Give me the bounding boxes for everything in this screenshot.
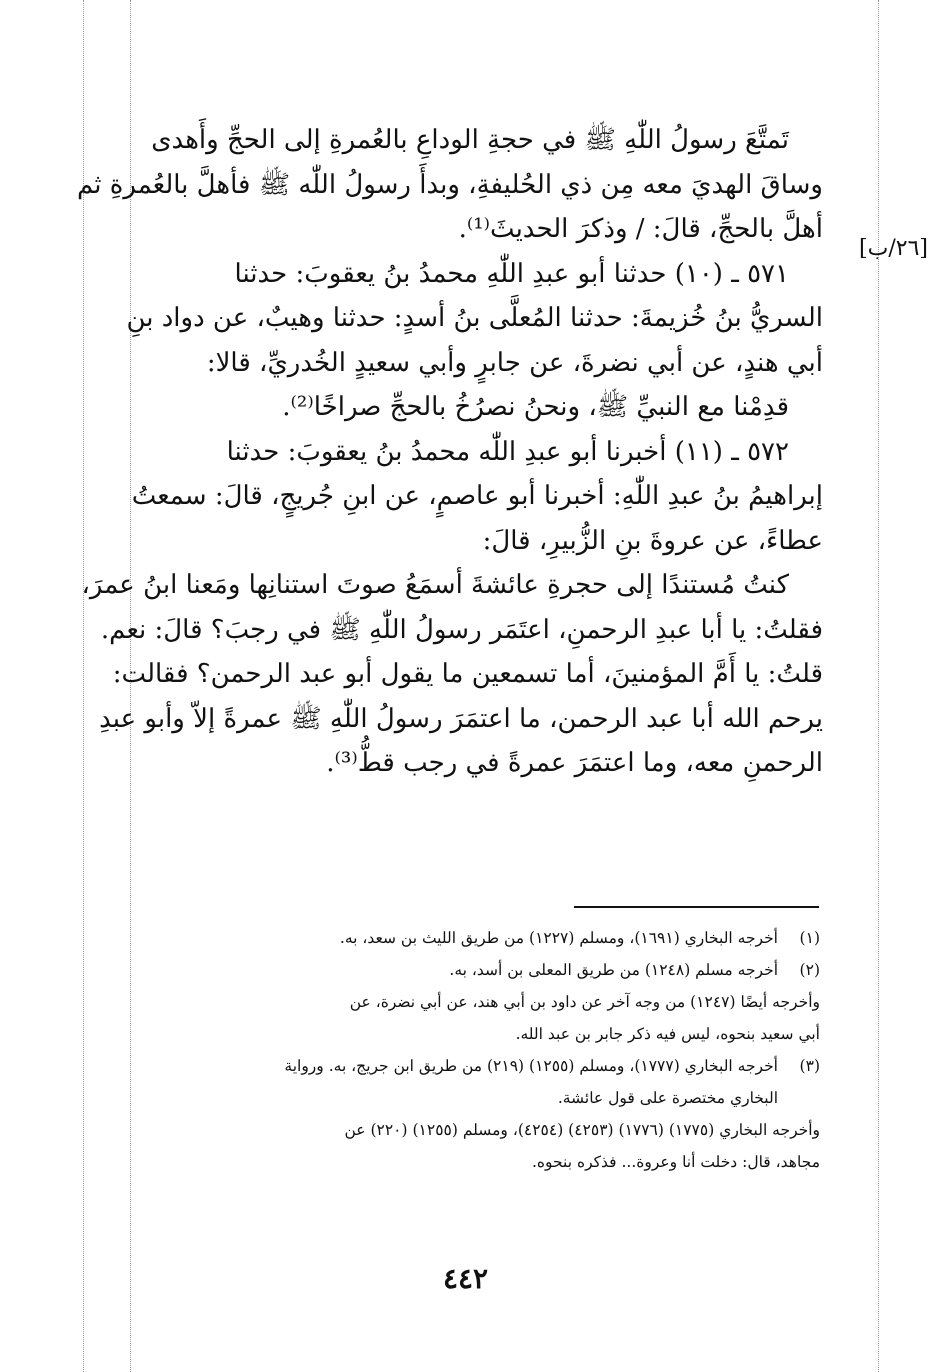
text-line: ٥٧٢ ـ (١١) أخبرنا أبو عبدِ اللّٰه محمدُ بنُ يعقوبَ: حدثنا [226,436,789,467]
hadith-571 [88,252,823,386]
footnote-text: أخرجه البخاري (١٦٩١)، ومسلم (١٢٢٧) من طريق الليث بن سعد، به. [339,929,778,947]
footnotes [88,922,820,1178]
footnote-number: (١) [799,929,820,947]
hadith-571-matn [88,385,823,430]
footnote-number: (٣) [799,1057,820,1075]
manuscript-folio-note: [٢٦/ب] [859,236,928,261]
text-line: قلتُ: يا أَمَّ المؤمنينَ، أما تسمعين ما يقول أبو عبد الرحمن؟ فقالت: [112,659,823,689]
text-line: يرحم الله أبا عبد الرحمن، ما اعتمَرَ رسولُ اللّٰهِ ﷺ عمرةً إلاّ وأبو عبدِ [99,703,823,734]
text-line: أبي هندٍ، عن أبي نضرةَ، عن جابرٍ وأبي سعيدٍ الخُدريِّ، قالا: [206,347,823,378]
hadith-572-matn [81,563,823,786]
footnote-2 [88,954,820,986]
text-line: إبراهيمُ بنُ عبدِ اللّٰهِ: أخبرنا أبو عاصمٍ، عن ابنِ جُريجٍ، قالَ: سمعتُ [131,481,823,511]
footnote-text-continued: وأخرجه البخاري (١٧٧٥) (١٧٧٦) (٤٢٥٣) (٤٢٥٤)، ومسلم (١٢٥٥) (٢٢٠) عن [344,1121,820,1139]
margin-guide-right [878,0,879,1372]
text-line: أهلَّ بالحجِّ، قالَ: / وذكرَ الحديثَ⁽¹⁾. [458,214,823,244]
footnote-3 [88,1050,820,1082]
page-number: ٤٤٢ [442,1262,489,1295]
footnote-text: أخرجه البخاري (١٧٧٧)، ومسلم (١٢٥٥) (٢١٩) من طريق ابن جريج، به. ورواية [284,1057,778,1075]
main-text [76,118,823,786]
footnote-number: (٢) [799,961,820,979]
text-line: فقلتُ: يا أبا عبدِ الرحمنِ، اعتَمَر رسولُ اللّٰهِ ﷺ في رجبَ؟ قالَ: نعم. [100,614,823,645]
hadith-572 [88,430,823,564]
text-line: ٥٧١ ـ (١٠) حدثنا أبو عبدِ اللّٰهِ محمدُ بنُ يعقوبَ: حدثنا [234,258,789,289]
text-line: وساقَ الهديَ معه مِن ذي الحُليفةِ، وبدأَ رسولُ اللّٰه ﷺ فأهلَّ بالعُمرةِ ثم [76,169,823,200]
footnote-1 [88,922,820,954]
footnote-separator [574,906,819,908]
footnote-text-continued: أبي سعيد بنحوه، ليس فيه ذكر جابر بن عبد الله. [515,1025,820,1043]
text-line: السريُّ بنُ خُزيمةَ: حدثنا المُعلَّى بنُ أسدٍ: حدثنا وهيبٌ، عن دواد بنِ [126,303,823,333]
text-line: كنتُ مُستندًا إلى حجرةِ عائشةَ أسمَعُ صوتَ استنانِها ومَعنا ابنُ عمرَ، [81,570,789,600]
paragraph [76,118,823,252]
footnote-text-continued: مجاهد، قال: دخلت أنا وعروة... فذكره بنحوه. [531,1153,820,1171]
footnote-text-continued: البخاري مختصرة على قول عائشة. [557,1089,778,1107]
footnote-text-continued: وأخرجه أيضًا (١٢٤٧) من وجه آخر عن داود بن أبي هند، عن أبي نضرة، عن [349,993,820,1011]
text-line: الرحمنِ معه، وما اعتمَرَ عمرةً في رجب قطُّ⁽³⁾. [326,748,823,778]
text-line: قدِمْنا مع النبيِّ ﷺ، ونحنُ نصرُخُ بالحجِّ صراخًا⁽²⁾. [282,392,789,422]
text-line: تَمتَّعَ رسولُ اللّٰهِ ﷺ في حجةِ الوداعِ بالعُمرةِ إلى الحجِّ وأَهدى [151,125,789,155]
footnote-text: أخرجه مسلم (١٢٤٨) من طريق المعلى بن أسد، به. [449,961,778,979]
text-line: عطاءً، عن عروةَ بنِ الزُّبيرِ، قالَ: [482,525,823,556]
